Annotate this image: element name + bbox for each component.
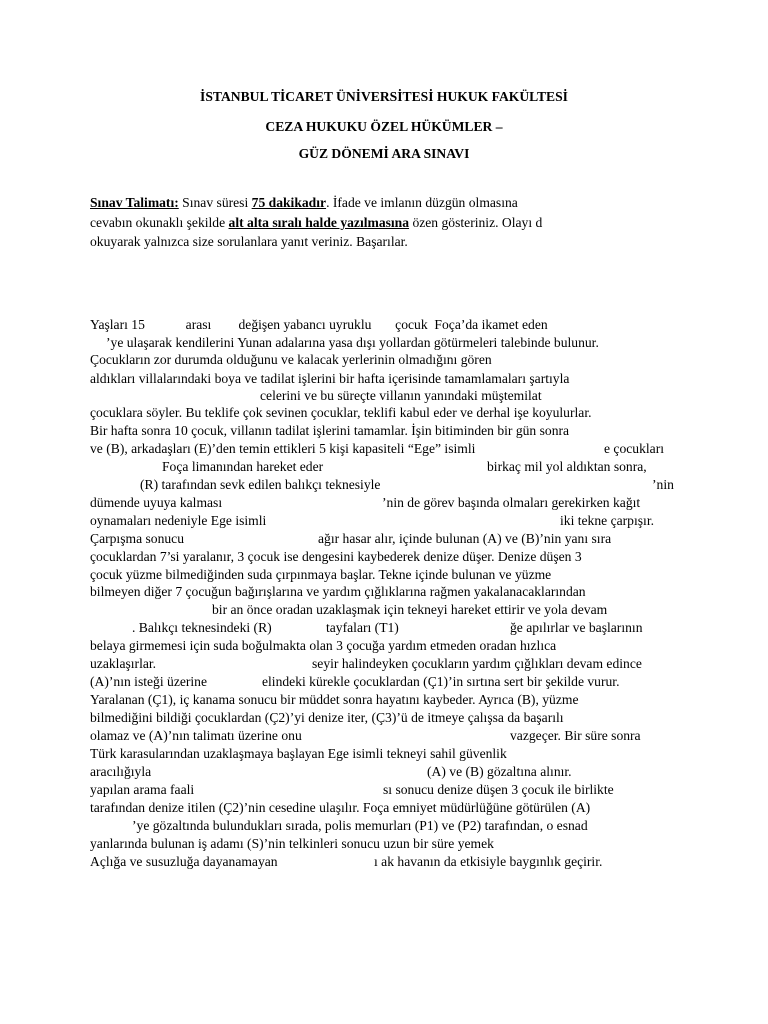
instructions-emphasis: alt alta sıralı halde yazılmasına xyxy=(228,215,410,230)
case-line: (R) tarafından sevk edilen balıkçı teknesiyle xyxy=(140,477,381,492)
instructions-text-2a: cevabın okunaklı şekilde xyxy=(90,215,229,230)
instructions-duration: 75 dakikadır xyxy=(251,195,327,210)
case-line: iki tekne çarpışır. xyxy=(560,513,654,528)
case-line: birkaç mil yol aldıktan sonra, xyxy=(487,459,647,474)
instructions-label: Sınav Talimatı: xyxy=(90,195,179,210)
case-line: ı ak havanın da etkisiyle baygınlık geçirir. xyxy=(374,854,603,869)
case-line: Yaşları 15 arası değişen yabancı uyruklu çocuk Foça’da ikamet eden xyxy=(90,317,548,332)
case-line: çocuklara söyler. Bu teklife çok sevinen çocuklar, teklifi kabul eder ve derhal işe koyulurlar. xyxy=(90,405,592,420)
case-line: Bir hafta sonra 10 çocuk, villanın tadilat işlerini tamamlar. İşin bitiminden bir gün sonra xyxy=(90,423,570,438)
case-line: belaya girmemesi için suda boğulmakta olan 3 çocuğa yardım etmeden oradan hızlıca xyxy=(90,638,557,653)
case-line: celerini ve bu süreçte villanın yanındaki müştemilat xyxy=(260,388,542,403)
case-line: ğe apılırlar ve başlarının xyxy=(510,620,643,635)
case-line: Türk karasularından uzaklaşmaya başlayan Ege isimli tekneyi sahil güvenlik xyxy=(90,746,507,761)
case-line: Çocukların zor durumda olduğunu ve kalacak yerlerinin olmadığını gören xyxy=(90,352,492,367)
case-line: seyir halindeyken çocukların yardım çığlıkları devam edince xyxy=(312,656,642,671)
case-line: (A)’nın isteği üzerine xyxy=(90,674,208,689)
case-line: vazgeçer. Bir süre sonra xyxy=(510,728,641,743)
case-line: elindeki kürekle çocuklardan (Ç1)’in sırtına sert bir şekilde vurur. xyxy=(262,674,620,689)
case-line: Çarpışma sonucu xyxy=(90,531,185,546)
case-line: tayfaları (T1) xyxy=(326,620,399,635)
case-line: aracılığıyla xyxy=(90,764,152,779)
case-line: (A) ve (B) gözaltına alınır. xyxy=(427,764,572,779)
case-line: uzaklaşırlar. xyxy=(90,656,157,671)
header-course: CEZA HUKUKU ÖZEL HÜKÜMLER – xyxy=(265,119,503,134)
instructions-line-2 xyxy=(90,214,542,232)
case-line: ağır hasar alır, içinde bulunan (A) ve (B)’nin yanı sıra xyxy=(318,531,612,546)
header-university: İSTANBUL TİCARET ÜNİVERSİTESİ HUKUK FAKÜLTESİ xyxy=(200,89,568,104)
instructions-text-1c: . İfade ve imlanın düzgün olmasına xyxy=(326,195,518,210)
case-line: tarafından denize itilen (Ç2)’nin cesedine ulaşılır. Foça emniyet müdürlüğüne götürülen (A) xyxy=(90,800,591,815)
case-line: bir an önce oradan uzaklaşmak için tekneyi hareket ettirir ve yola devam xyxy=(212,602,608,617)
instructions-line-1 xyxy=(90,194,518,212)
case-line: Açlığa ve susuzluğa dayanamayan xyxy=(90,854,278,869)
case-line: dümende uyuya kalması xyxy=(90,495,223,510)
instructions-line-3: okuyarak yalnızca size sorulanlara yanıt veriniz. Başarılar. xyxy=(90,234,408,249)
case-line: oynamaları nedeniyle Ege isimli xyxy=(90,513,267,528)
case-line: . Balıkçı teknesindeki (R) xyxy=(132,620,272,635)
case-line: ve (B), arkadaşları (E)’den temin ettikleri 5 kişi kapasiteli “Ege” isimli xyxy=(90,441,476,456)
case-line: sı sonucu denize düşen 3 çocuk ile birlikte xyxy=(383,782,614,797)
case-line: ’nin xyxy=(652,477,674,492)
case-line: ’nin de görev başında olmaları gerekirken kağıt xyxy=(382,495,641,510)
case-line: bilmediğini bildiği çocuklardan (Ç2)’yi denize iter, (Ç3)’ü de itmeye çalışsa da başarılı xyxy=(90,710,564,725)
instructions-text-1a: Sınav süresi xyxy=(178,195,252,210)
case-line: Foça limanından hareket eder xyxy=(162,459,324,474)
case-line: olamaz ve (A)’nın talimatı üzerine onu xyxy=(90,728,302,743)
header-exam: GÜZ DÖNEMİ ARA SINAVI xyxy=(298,146,470,161)
case-line: ’ye ulaşarak kendilerini Yunan adalarına yasa dışı yollardan götürmeleri talebinde bulunur. xyxy=(106,335,599,350)
case-line: çocuk yüzme bilmediğinden suda çırpınmaya başlar. Tekne içinde bulunan ve yüzme xyxy=(90,567,552,582)
case-line: e çocukları xyxy=(604,441,665,456)
case-line: yapılan arama faali xyxy=(90,782,195,797)
case-line: aldıkları villalarındaki boya ve tadilat işlerini bir hafta içerisinde tamamlamaları şartıyla xyxy=(90,371,570,386)
case-line: bilmeyen diğer 7 çocuğun bağırışlarına ve yardım çığlıklarına rağmen yakalanacaklarından xyxy=(90,584,586,599)
case-line: yanlarında bulunan iş adamı (S)’nin telkinleri sonucu uzun bir süre yemek xyxy=(90,836,494,851)
case-line: Yaralanan (Ç1), iç kanama sonucu bir müddet sonra hayatını kaybeder. Ayrıca (B), yüzme xyxy=(90,692,579,707)
case-line: ’ye gözaltında bulundukları sırada, polis memurları (P1) ve (P2) tarafından, o esnad xyxy=(132,818,588,833)
instructions-text-2c: özen gösteriniz. Olayı d xyxy=(409,215,543,230)
case-line: çocuklardan 7’si yaralanır, 3 çocuk ise dengesini kaybederek denize düşer. Denize düşen 3 xyxy=(90,549,582,564)
